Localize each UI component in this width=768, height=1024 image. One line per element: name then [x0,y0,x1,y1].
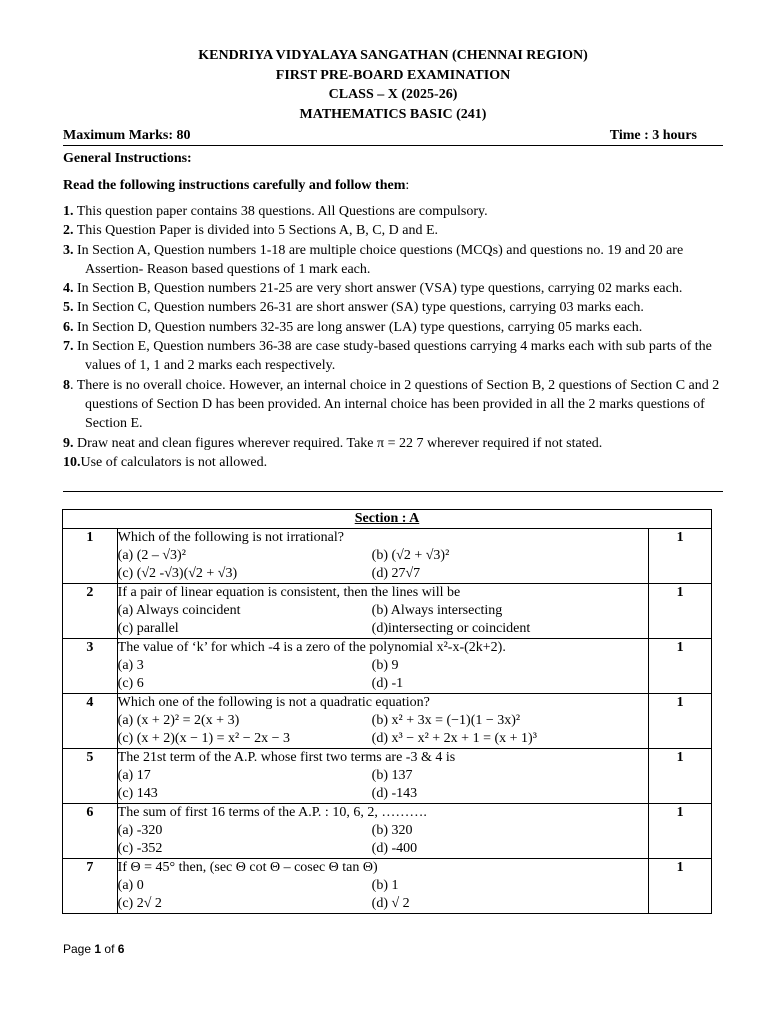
footer-page-word: Page [63,942,92,956]
instruction-item [63,202,723,221]
question-text: The value of ‘k’ for which -4 is a zero of the polynomial x²-x-(2k+2). [117,640,506,655]
instruction-number: 2. [63,223,74,239]
section-title: Section : A [63,510,712,529]
option-a: (a) (2 – √3)² [117,548,186,563]
footer-total-pages: 6 [117,942,125,956]
question-row [63,749,712,804]
option-b: (b) 1 [371,878,399,893]
question-text: The 21st term of the A.P. whose first two terms are -3 & 4 is [117,750,456,765]
instruction-item [63,221,723,240]
option-d: (d) x³ − x² + 2x + 1 = (x + 1)³ [371,731,537,746]
option-b: (b) (√2 + √3)² [371,548,450,563]
marks-time-line [63,127,723,146]
instructions-list [63,202,723,472]
option-c: (c) (√2 -√3)(√2 + √3) [117,566,238,581]
question-number: 4 [63,694,118,749]
option-d: (d)intersecting or coincident [371,621,531,636]
question-body [117,584,649,639]
option-b: (b) Always intersecting [371,603,503,618]
question-number: 6 [63,804,118,859]
instruction-text: In Section E, Question numbers 36-38 are case study-based questions carrying 4 marks each with sub parts of the values of 1, 1 and 2 marks each respectively. [73,339,712,374]
question-text: Which of the following is not irrational? [117,530,344,545]
question-body [117,694,649,749]
option-b: (b) 320 [371,823,413,838]
option-a: (a) 0 [117,878,144,893]
instruction-text: This Question Paper is divided into 5 Sections A, B, C, D and E. [73,223,439,239]
section-divider [63,491,723,492]
questions-table [62,509,712,914]
question-number: 7 [63,859,118,914]
question-text: Which one of the following is not a quadratic equation? [117,695,430,710]
instruction-item [63,376,723,434]
option-c: (c) 2√ 2 [117,896,162,911]
instruction-item [63,318,723,337]
question-row [63,529,712,584]
instruction-number: 7. [63,339,74,355]
question-row [63,804,712,859]
question-body [117,749,649,804]
question-body [117,859,649,914]
instruction-text: In Section D, Question numbers 32-35 are long answer (LA) type questions, carrying 05 marks each. [73,319,643,335]
question-options [118,877,649,913]
instruction-item [63,434,723,453]
question-options [118,657,649,693]
question-text: The sum of first 16 terms of the A.P. : 10, 6, 2, ………. [117,805,427,820]
instruction-text: This question paper contains 38 questions. All Questions are compulsory. [73,204,488,219]
question-number: 2 [63,584,118,639]
header-exam-name: FIRST PRE-BOARD EXAMINATION [275,67,511,83]
question-marks: 1 [649,859,712,914]
question-row [63,639,712,694]
option-c: (c) -352 [117,841,163,856]
question-number: 5 [63,749,118,804]
question-marks: 1 [649,639,712,694]
question-body [117,529,649,584]
question-marks: 1 [649,694,712,749]
instruction-number: 6. [63,319,74,335]
option-a: (a) 3 [117,658,144,673]
read-instructions-colon: : [405,178,410,193]
option-d: (d) 27√7 [371,566,421,581]
header-organization: KENDRIYA VIDYALAYA SANGATHAN (CHENNAI REGION) [198,48,588,63]
instruction-number: 8 [63,377,70,393]
option-b: (b) 9 [371,658,399,673]
option-c: (c) (x + 2)(x − 1) = x² − 2x − 3 [117,731,291,746]
instruction-number: 1. [63,204,74,219]
instruction-text: In Section A, Question numbers 1-18 are multiple choice questions (MCQs) and questions no. 19 and 20 are Assertion- Reason based questions of 1 mark each. [73,242,684,277]
footer-of-word: of [104,942,115,956]
instruction-item [63,337,723,376]
question-row [63,859,712,914]
option-c: (c) 143 [117,786,158,801]
footer-page-number: 1 [94,942,102,956]
option-d: (d) √ 2 [371,896,410,911]
exam-page [63,46,723,492]
instruction-item [63,241,723,280]
question-body [117,804,649,859]
question-options [118,547,649,583]
instruction-text: . There is no overall choice. However, an internal choice in 2 questions of Section B, 2 questions of Section C and 2 questions of Section D has been provided. An internal choice has been provided in all the 2 marks questions of Section E. [70,377,720,432]
option-b: (b) 137 [371,768,413,783]
question-text: If Θ = 45° then, (sec Θ cot Θ – cosec Θ tan Θ) [117,860,378,875]
question-options [118,767,649,803]
instruction-text: In Section B, Question numbers 21-25 are very short answer (VSA) type questions, carrying 02 marks each. [73,281,683,297]
instruction-number: 4. [63,281,74,297]
option-a: (a) (x + 2)² = 2(x + 3) [117,713,240,728]
instruction-text: In Section C, Question numbers 26-31 are short answer (SA) type questions, carrying 03 marks each. [73,300,644,316]
question-marks: 1 [649,749,712,804]
instruction-item [63,453,723,472]
instruction-number: 10. [63,454,81,470]
question-options [118,712,649,748]
option-a: (a) -320 [117,823,163,838]
question-options [118,822,649,858]
question-body [117,639,649,694]
question-marks: 1 [649,804,712,859]
instruction-item [63,279,723,298]
question-options [118,602,649,638]
instruction-number: 9. [63,435,74,451]
read-instructions-label: Read the following instructions carefully and follow them [63,178,406,193]
instruction-text: Draw neat and clean figures wherever required. Take π = 22 7 wherever required if not stated. [73,435,603,451]
header-class: CLASS – X (2025-26) [328,87,458,102]
instruction-number: 3. [63,242,74,258]
question-text: If a pair of linear equation is consistent, then the lines will be [117,585,461,600]
instruction-text: Use of calculators is not allowed. [80,454,268,470]
option-a: (a) Always coincident [117,603,241,618]
page-footer [63,942,124,956]
question-marks: 1 [649,584,712,639]
option-c: (c) parallel [117,621,179,636]
instruction-number: 5. [63,300,74,316]
question-row [63,694,712,749]
section-header-row [63,510,712,529]
option-d: (d) -143 [371,786,418,801]
header-subject: MATHEMATICS BASIC (241) [299,106,487,122]
option-b: (b) x² + 3x = (−1)(1 − 3x)² [371,713,521,728]
time-allowed: Time : 3 hours [609,128,697,143]
instruction-item [63,298,723,317]
maximum-marks: Maximum Marks: 80 [63,128,191,143]
question-number: 1 [63,529,118,584]
general-instructions-heading: General Instructions: [63,151,192,166]
option-a: (a) 17 [117,768,151,783]
read-instructions-line [63,177,723,194]
question-row [63,584,712,639]
option-c: (c) 6 [117,676,144,691]
exam-header [63,46,723,124]
question-number: 3 [63,639,118,694]
option-d: (d) -400 [371,841,418,856]
question-marks: 1 [649,529,712,584]
option-d: (d) -1 [371,676,404,691]
